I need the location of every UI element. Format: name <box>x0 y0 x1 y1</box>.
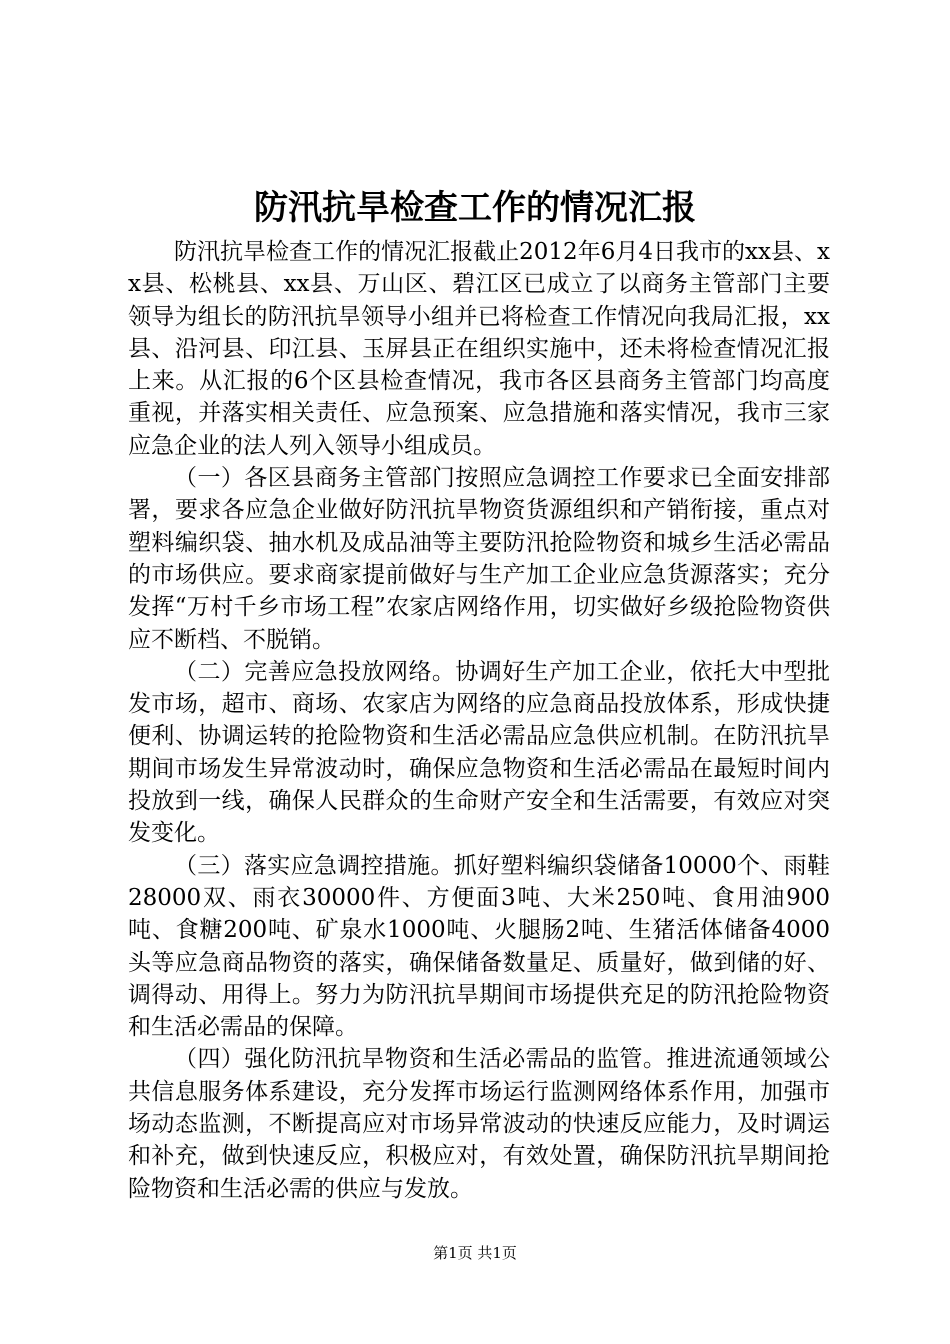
paragraph-section-1: （一）各区县商务主管部门按照应急调控工作要求已全面安排部署，要求各应急企业做好防汛抗旱物资货源组织和产销衔接，重点对塑料编织袋、抽水机及成品油等主要防汛抢险物资和城乡生活必需品的市场供应。要求商家提前做好与生产加工企业应急货源落实；充分发挥“万村千乡市场工程”农家店网络作用，切实做好乡级抢险物资供应不断档、不脱销。 <box>128 465 830 653</box>
document-body <box>128 236 830 1205</box>
paragraph-section-3: （三）落实应急调控措施。抓好塑料编织袋储备10000个、雨鞋28000双、雨衣30000件、方便面3吨、大米250吨、食用油900吨、食糖200吨、矿泉水1000吨、火腿肠2吨、生猪活体储备4000头等应急商品物资的落实，确保储备数量足、质量好，做到储的好、调得动、用得上。努力为防汛抗旱期间市场提供充足的防汛抢险物资和生活必需品的保障。 <box>128 852 830 1041</box>
paragraph-intro: 防汛抗旱检查工作的情况汇报截止2012年6月4日我市的xx县、xx县、松桃县、xx县、万山区、碧江区已成立了以商务主管部门主要领导为组长的防汛抗旱领导小组并已将检查工作情况向我局汇报，xx县、沿河县、印江县、玉屏县正在组织实施中，还未将检查情况汇报上来。从汇报的6个区县检查情况，我市各区县商务主管部门均高度重视，并落实相关责任、应急预案、应急措施和落实情况，我市三家应急企业的法人列入领导小组成员。 <box>128 239 830 459</box>
paragraph-section-4: （四）强化防汛抗旱物资和生活必需品的监管。推进流通领域公共信息服务体系建设，充分发挥市场运行监测网络体系作用，加强市场动态监测，不断提高应对市场异常波动的快速反应能力，及时调运和补充，做到快速反应，积极应对，有效处置，确保防汛抗旱期间抢险物资和生活必需的供应与发放。 <box>128 1046 830 1202</box>
document-title: 防汛抗旱检查工作的情况汇报 <box>254 188 696 228</box>
paragraph-section-2: （二）完善应急投放网络。协调好生产加工企业，依托大中型批发市场，超市、商场、农家店为网络的应急商品投放体系，形成快捷便利、协调运转的抢险物资和生活必需品应急供应机制。在防汛抗旱期间市场发生异常波动时，确保应急物资和生活必需品在最短时间内投放到一线，确保人民群众的生命财产安全和生活需要，有效应对突发变化。 <box>128 658 830 847</box>
page-footer: 第1页 共1页 <box>433 1244 517 1262</box>
